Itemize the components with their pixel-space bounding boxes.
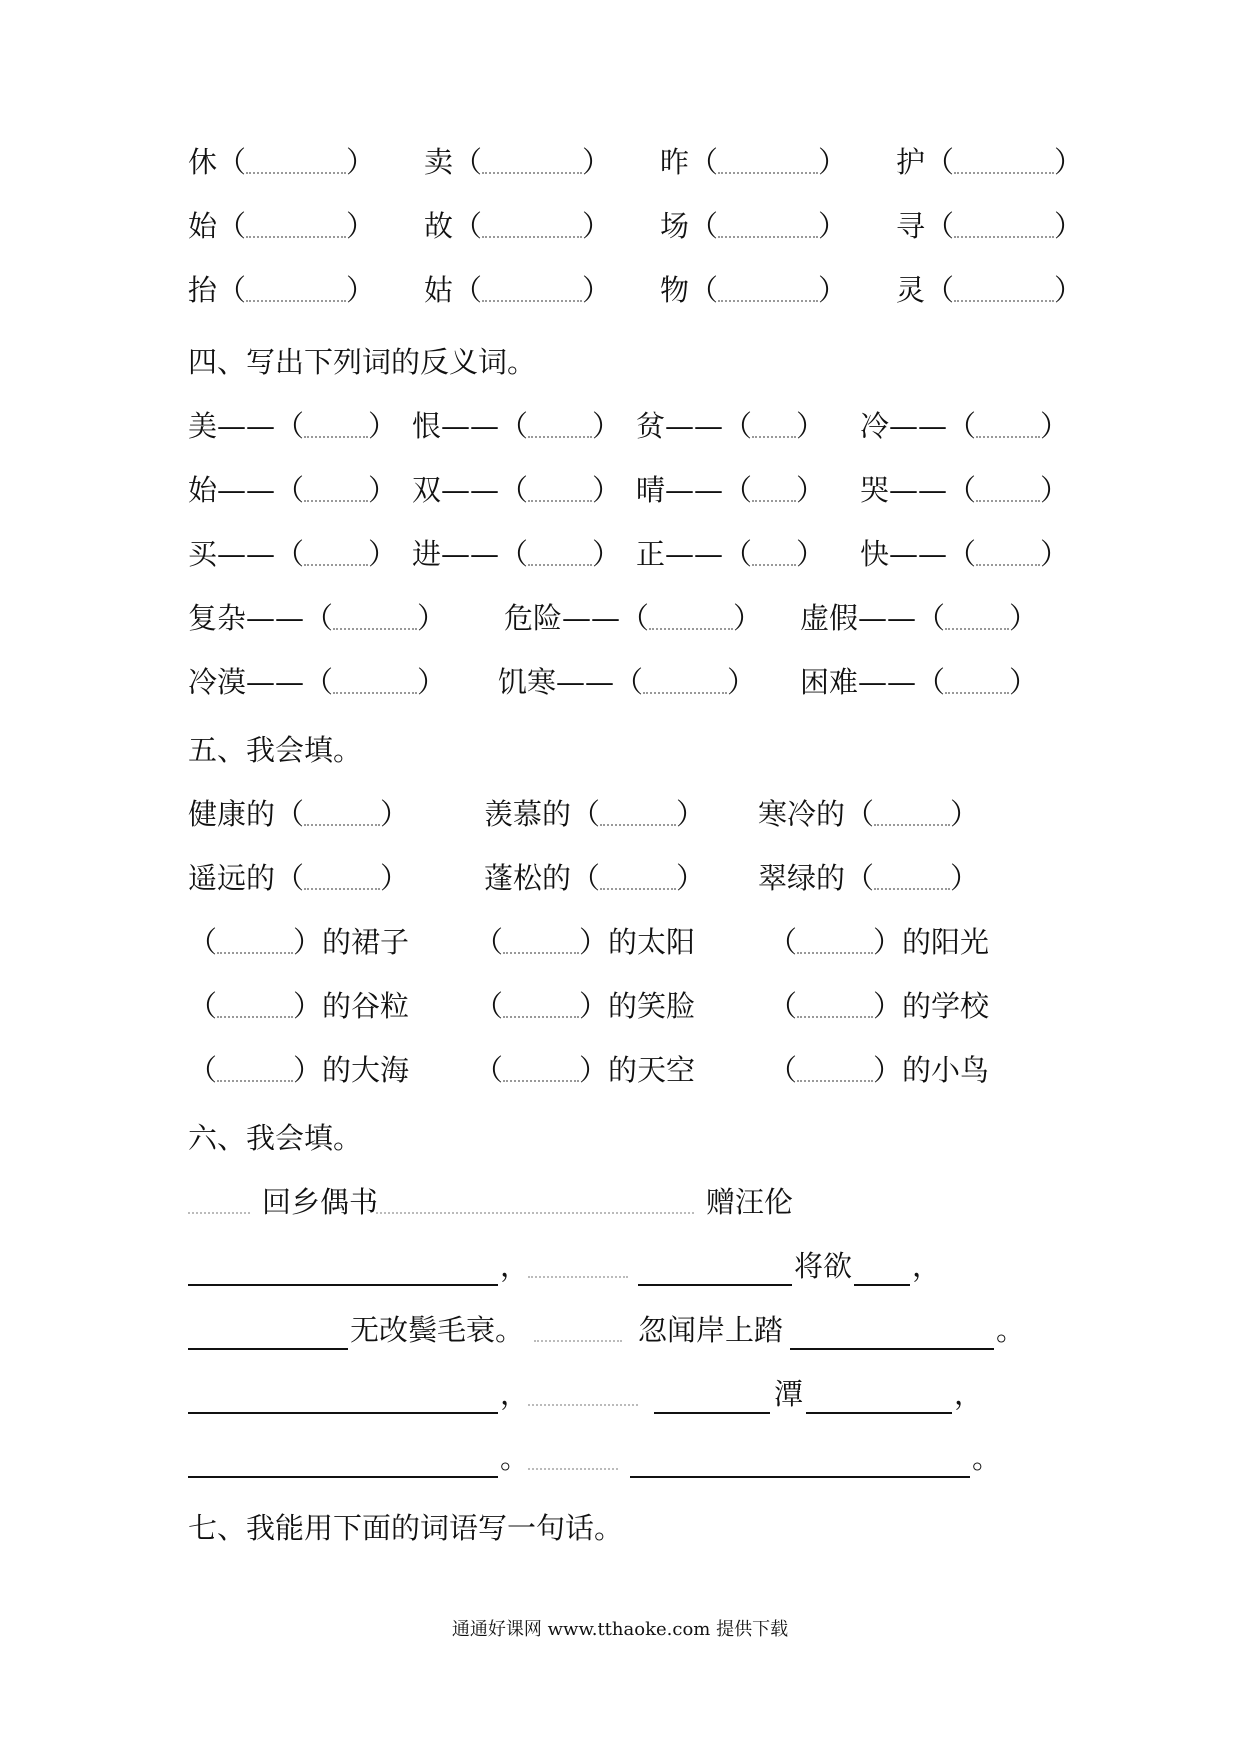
answer-blank[interactable] <box>188 989 322 1023</box>
answer-blank[interactable] <box>845 861 979 895</box>
antonym-item <box>504 598 762 638</box>
answer-blank[interactable] <box>474 925 608 959</box>
char-item <box>424 270 611 310</box>
dash: —— <box>217 473 276 507</box>
antonym-word: 困难 <box>800 665 859 699</box>
antonym-item <box>188 470 397 510</box>
antonym-item <box>636 534 825 574</box>
answer-blank[interactable] <box>947 409 1069 443</box>
char-text: 卖 <box>424 145 454 179</box>
antonym-item <box>188 406 397 446</box>
char-text: 故 <box>424 209 454 243</box>
fill-word: 羡慕的 <box>484 797 572 831</box>
fill-word: 寒冷的 <box>758 797 846 831</box>
answer-blank[interactable] <box>768 1053 902 1087</box>
antonym-item <box>498 662 756 702</box>
char-item <box>896 270 1083 310</box>
poem-text: 无改鬓毛衰。 <box>350 1313 525 1347</box>
fill-item <box>188 986 409 1026</box>
answer-blank[interactable] <box>790 1320 994 1350</box>
section5-heading: 五、我会填。 <box>188 733 363 767</box>
fill-word: 的裙子 <box>322 925 410 959</box>
dash: —— <box>556 665 615 699</box>
dash: —— <box>217 537 276 571</box>
fill-word: 的笑脸 <box>608 989 696 1023</box>
char-item <box>660 142 847 182</box>
fill-item <box>474 1050 695 1090</box>
poem-left-title: 回乡偶书 <box>262 1185 379 1219</box>
answer-blank[interactable] <box>723 473 825 507</box>
char-text: 护 <box>896 145 926 179</box>
answer-blank[interactable] <box>768 925 902 959</box>
dash: —— <box>889 409 948 443</box>
antonym-item <box>412 406 621 446</box>
char-item <box>660 206 847 246</box>
char-text: 物 <box>660 273 690 307</box>
fill-item <box>758 794 979 834</box>
fill-item <box>768 1050 989 1090</box>
char-text: 场 <box>660 209 690 243</box>
punctuation: 。 <box>972 1441 1002 1475</box>
section6-heading: 六、我会填。 <box>188 1121 363 1155</box>
char-text: 姑 <box>424 273 454 307</box>
dash: —— <box>246 665 305 699</box>
answer-blank[interactable] <box>275 473 397 507</box>
antonym-item <box>636 470 825 510</box>
answer-blank[interactable] <box>638 1256 792 1286</box>
punctuation: 。 <box>996 1313 1026 1347</box>
answer-blank[interactable] <box>854 1256 910 1286</box>
fill-word: 健康的 <box>188 797 276 831</box>
antonym-item <box>800 662 1038 702</box>
answer-blank[interactable] <box>188 1256 498 1286</box>
dash: —— <box>441 409 500 443</box>
answer-blank[interactable] <box>916 601 1038 635</box>
answer-blank[interactable] <box>474 989 608 1023</box>
answer-blank[interactable] <box>689 273 847 307</box>
answer-blank[interactable] <box>188 1448 498 1478</box>
dash: —— <box>665 473 724 507</box>
antonym-word: 复杂 <box>188 601 247 635</box>
antonym-item <box>860 470 1069 510</box>
char-item <box>188 142 375 182</box>
poem-text: 潭 <box>774 1377 804 1411</box>
fill-word: 的小鸟 <box>902 1053 990 1087</box>
punctuation: ， <box>500 1249 530 1283</box>
answer-blank[interactable] <box>916 665 1038 699</box>
answer-blank[interactable] <box>499 537 621 571</box>
answer-blank[interactable] <box>947 473 1069 507</box>
answer-blank[interactable] <box>304 665 446 699</box>
answer-blank[interactable] <box>571 861 705 895</box>
char-text: 昨 <box>660 145 690 179</box>
fill-word: 的天空 <box>608 1053 696 1087</box>
char-text: 始 <box>188 209 218 243</box>
dash: —— <box>858 601 917 635</box>
char-text: 休 <box>188 145 218 179</box>
answer-blank[interactable] <box>188 925 322 959</box>
antonym-word: 双 <box>412 473 442 507</box>
answer-blank[interactable] <box>275 861 409 895</box>
antonym-item <box>860 406 1069 446</box>
fill-item <box>474 922 695 962</box>
answer-blank[interactable] <box>723 537 825 571</box>
antonym-word: 快 <box>860 537 890 571</box>
answer-blank[interactable] <box>275 537 397 571</box>
answer-blank[interactable] <box>571 797 705 831</box>
punctuation: ， <box>954 1377 984 1411</box>
char-item <box>188 270 375 310</box>
fill-item <box>484 858 705 898</box>
answer-blank[interactable] <box>689 145 847 179</box>
dash: —— <box>665 409 724 443</box>
answer-blank[interactable] <box>806 1384 952 1414</box>
answer-blank[interactable] <box>654 1384 770 1414</box>
answer-blank[interactable] <box>453 209 611 243</box>
fill-item <box>484 794 705 834</box>
answer-blank[interactable] <box>453 145 611 179</box>
fill-item <box>188 858 409 898</box>
char-item <box>896 142 1083 182</box>
fill-item <box>758 858 979 898</box>
fill-word: 的谷粒 <box>322 989 410 1023</box>
section7-heading: 七、我能用下面的词语写一句话。 <box>188 1511 624 1545</box>
answer-blank[interactable] <box>474 1053 608 1087</box>
answer-blank[interactable] <box>723 409 825 443</box>
fill-word: 遥远的 <box>188 861 276 895</box>
char-item <box>424 142 611 182</box>
fill-word: 蓬松的 <box>484 861 572 895</box>
char-item <box>896 206 1083 246</box>
answer-blank[interactable] <box>925 145 1083 179</box>
antonym-item <box>412 534 621 574</box>
char-item <box>188 206 375 246</box>
fill-item <box>188 1050 409 1090</box>
fill-item <box>768 922 989 962</box>
antonym-word: 虚假 <box>800 601 859 635</box>
antonym-item <box>412 470 621 510</box>
dash: —— <box>889 473 948 507</box>
punctuation: ， <box>912 1249 942 1283</box>
dash: —— <box>665 537 724 571</box>
antonym-word: 晴 <box>636 473 666 507</box>
antonym-word: 冷漠 <box>188 665 247 699</box>
antonym-word: 危险 <box>504 601 563 635</box>
answer-blank[interactable] <box>275 797 409 831</box>
antonym-item <box>800 598 1038 638</box>
fill-item <box>188 922 409 962</box>
poem-text: 将欲 <box>794 1249 853 1283</box>
dash: —— <box>858 665 917 699</box>
answer-blank[interactable] <box>499 473 621 507</box>
answer-blank[interactable] <box>768 989 902 1023</box>
answer-blank[interactable] <box>620 601 762 635</box>
antonym-word: 饥寒 <box>498 665 557 699</box>
antonym-word: 买 <box>188 537 218 571</box>
fill-item <box>188 794 409 834</box>
fill-word: 的学校 <box>902 989 990 1023</box>
answer-blank[interactable] <box>925 273 1083 307</box>
char-text: 寻 <box>896 209 926 243</box>
antonym-word: 贫 <box>636 409 666 443</box>
answer-blank[interactable] <box>304 601 446 635</box>
answer-blank[interactable] <box>925 209 1083 243</box>
dash: —— <box>441 473 500 507</box>
answer-blank[interactable] <box>217 209 375 243</box>
dash: —— <box>562 601 621 635</box>
answer-blank[interactable] <box>499 409 621 443</box>
antonym-word: 冷 <box>860 409 890 443</box>
answer-blank[interactable] <box>217 273 375 307</box>
answer-blank[interactable] <box>188 1053 322 1087</box>
char-item <box>660 270 847 310</box>
char-text: 抬 <box>188 273 218 307</box>
antonym-word: 正 <box>636 537 666 571</box>
dash: —— <box>217 409 276 443</box>
antonym-item <box>860 534 1069 574</box>
antonym-word: 恨 <box>412 409 442 443</box>
antonym-item <box>188 662 446 702</box>
fill-item <box>474 986 695 1026</box>
answer-blank[interactable] <box>845 797 979 831</box>
fill-item <box>768 986 989 1026</box>
fill-word: 的大海 <box>322 1053 410 1087</box>
poem-text: 忽闻岸上踏 <box>638 1313 784 1347</box>
antonym-item <box>188 534 397 574</box>
punctuation: ， <box>500 1377 530 1411</box>
answer-blank[interactable] <box>689 209 847 243</box>
antonym-word: 美 <box>188 409 218 443</box>
punctuation: 。 <box>500 1441 530 1475</box>
page-footer: 通通好课网 www.tthaoke.com 提供下载 <box>451 1619 789 1640</box>
answer-blank[interactable] <box>630 1448 970 1478</box>
answer-blank[interactable] <box>217 145 375 179</box>
antonym-word: 进 <box>412 537 442 571</box>
antonym-item <box>188 598 446 638</box>
fill-word: 翠绿的 <box>758 861 846 895</box>
dash: —— <box>889 537 948 571</box>
fill-word: 的阳光 <box>902 925 990 959</box>
fill-word: 的太阳 <box>608 925 696 959</box>
answer-blank[interactable] <box>275 409 397 443</box>
answer-blank[interactable] <box>614 665 756 699</box>
char-item <box>424 206 611 246</box>
answer-blank[interactable] <box>947 537 1069 571</box>
antonym-item <box>636 406 825 446</box>
answer-blank[interactable] <box>188 1320 348 1350</box>
antonym-word: 始 <box>188 473 218 507</box>
answer-blank[interactable] <box>188 1384 498 1414</box>
section4-heading: 四、写出下列词的反义词。 <box>188 345 537 379</box>
antonym-word: 哭 <box>860 473 890 507</box>
poem-right-title: 赠汪伦 <box>706 1185 794 1219</box>
answer-blank[interactable] <box>453 273 611 307</box>
dash: —— <box>246 601 305 635</box>
dash: —— <box>441 537 500 571</box>
char-text: 灵 <box>896 273 926 307</box>
